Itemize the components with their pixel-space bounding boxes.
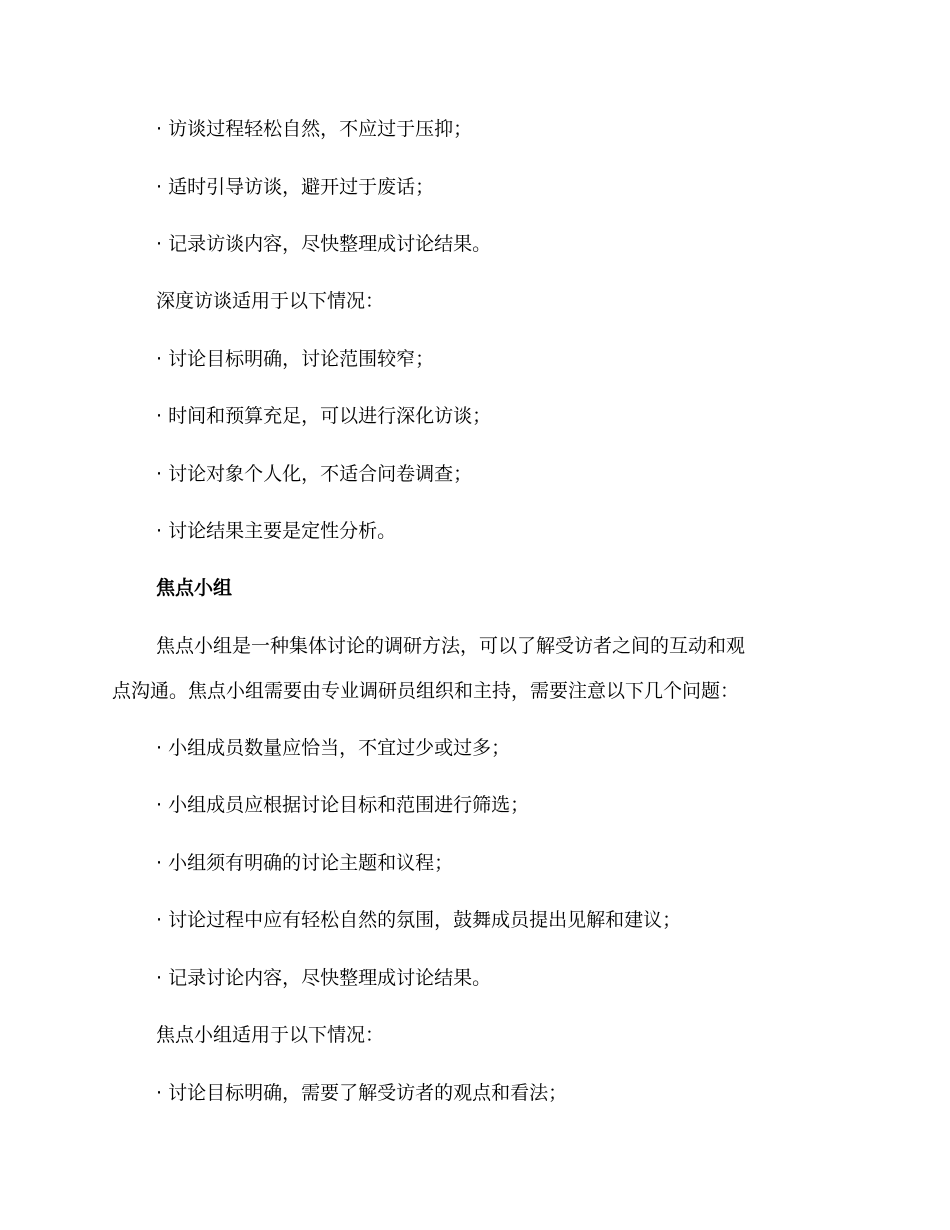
bullet-item: · 记录访谈内容，尽快整理成讨论结果。	[156, 233, 492, 255]
paragraph: 深度访谈适用于以下情况：	[156, 290, 385, 312]
bullet-item: · 记录讨论内容，尽快整理成讨论结果。	[156, 967, 492, 989]
bullet-item: · 访谈过程轻松自然，不应过于压抑；	[156, 118, 473, 140]
paragraph: 焦点小组适用于以下情况：	[156, 1024, 385, 1046]
bullet-item: · 小组成员应根据讨论目标和范围进行筛选；	[156, 794, 530, 816]
section-heading: 焦点小组	[156, 577, 233, 599]
paragraph-line: 焦点小组是一种集体讨论的调研方法，可以了解受访者之间的互动和观	[156, 635, 746, 657]
bullet-item: · 讨论过程中应有轻松自然的氛围，鼓舞成员提出见解和建议；	[156, 909, 682, 931]
paragraph-line: 点沟通。焦点小组需要由专业调研员组织和主持，需要注意以下几个问题：	[112, 680, 740, 702]
bullet-item: · 讨论目标明确，讨论范围较窄；	[156, 348, 435, 370]
bullet-item: · 小组须有明确的讨论主题和议程；	[156, 852, 454, 874]
bullet-item: · 适时引导访谈，避开过于废话；	[156, 176, 435, 198]
bullet-item: · 小组成员数量应恰当，不宜过少或过多；	[156, 737, 511, 759]
bullet-item: · 讨论结果主要是定性分析。	[156, 520, 397, 542]
bullet-item: · 时间和预算充足，可以进行深化访谈；	[156, 405, 492, 427]
bullet-item: · 讨论对象个人化，不适合问卷调查；	[156, 463, 473, 485]
bullet-item: · 讨论目标明确，需要了解受访者的观点和看法；	[156, 1082, 568, 1104]
